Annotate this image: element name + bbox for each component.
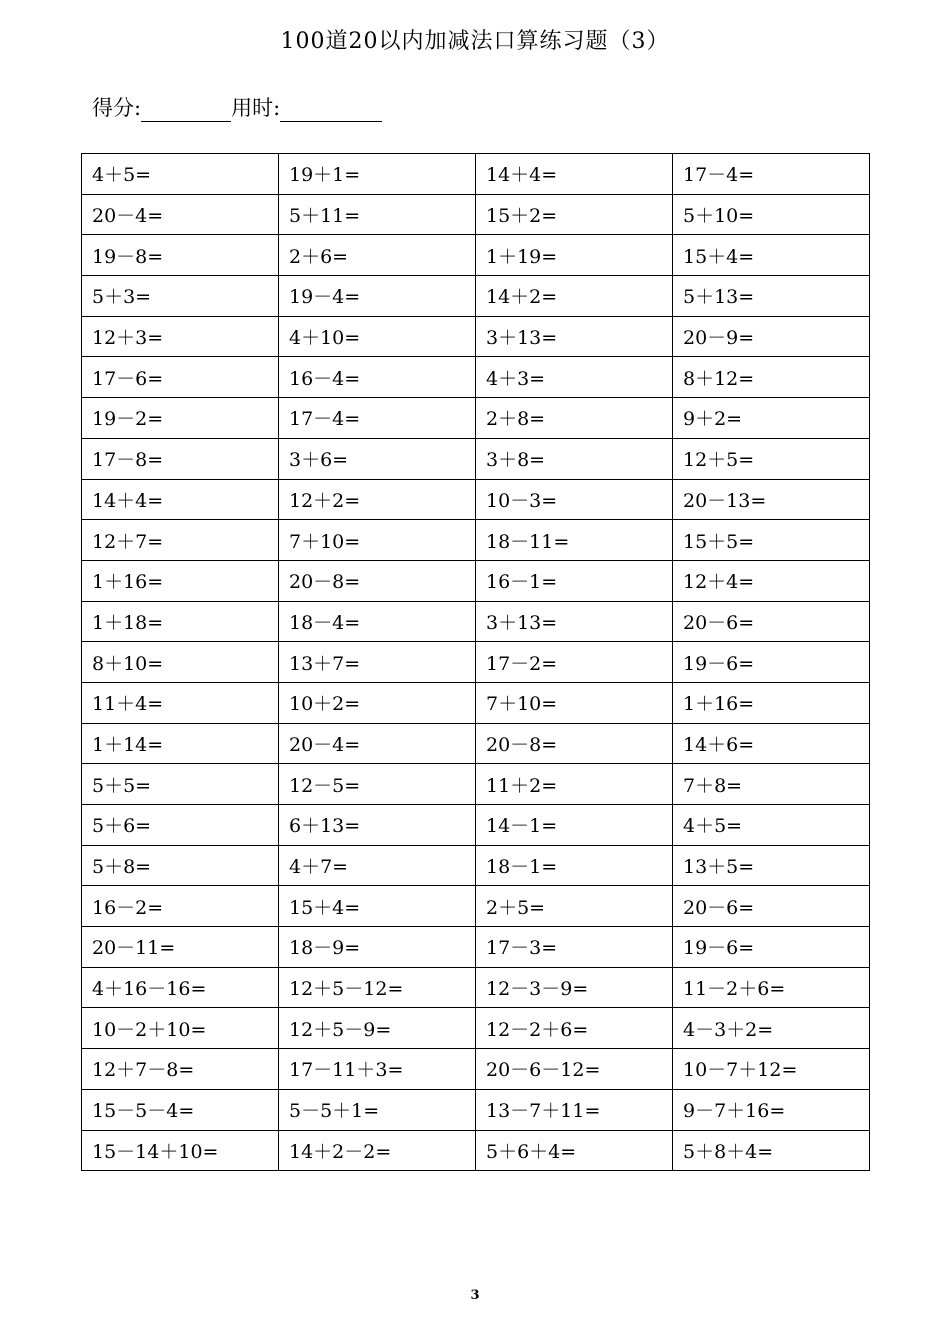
problem-cell: 20－8= (279, 560, 476, 601)
page-title: 100道20以内加减法口算练习题（3） (280, 29, 670, 54)
problem-cell: 5＋8＋4= (673, 1130, 870, 1171)
problem-cell: 12＋5－12= (279, 967, 476, 1008)
problem-cell: 11＋4= (82, 682, 279, 723)
score-line (92, 92, 382, 122)
problem-cell: 15＋4= (279, 886, 476, 927)
problem-cell: 14＋4= (82, 479, 279, 520)
problem-cell: 19－8= (82, 235, 279, 276)
table-row (82, 520, 870, 561)
problem-cell: 13＋7= (279, 642, 476, 683)
problem-cell: 19－6= (673, 642, 870, 683)
table-row (82, 927, 870, 968)
problem-cell: 10－7＋12= (673, 1049, 870, 1090)
table-row (82, 194, 870, 235)
problem-cell: 12＋7= (82, 520, 279, 561)
table-row (82, 1130, 870, 1171)
problem-cell: 18－4= (279, 601, 476, 642)
problem-cell: 16－2= (82, 886, 279, 927)
problem-cell: 5＋6= (82, 805, 279, 846)
problem-cell: 16－1= (476, 560, 673, 601)
problem-cell: 20－4= (279, 723, 476, 764)
problem-cell: 1＋16= (82, 560, 279, 601)
problem-cell: 19＋1= (279, 154, 476, 195)
problem-cell: 17－3= (476, 927, 673, 968)
problem-cell: 2＋5= (476, 886, 673, 927)
problem-cell: 5＋11= (279, 194, 476, 235)
score-label: 得分: (92, 96, 142, 120)
table-row (82, 1049, 870, 1090)
problem-cell: 20－4= (82, 194, 279, 235)
problem-cell: 12＋3= (82, 316, 279, 357)
problem-cell: 1＋19= (476, 235, 673, 276)
problem-cell: 13＋5= (673, 845, 870, 886)
problem-cell: 8＋12= (673, 357, 870, 398)
table-row (82, 764, 870, 805)
table-row (82, 845, 870, 886)
problem-cell: 17－11＋3= (279, 1049, 476, 1090)
problem-cell: 18－9= (279, 927, 476, 968)
problem-cell: 12＋4= (673, 560, 870, 601)
problem-cell: 18－1= (476, 845, 673, 886)
problem-cell: 10－3= (476, 479, 673, 520)
problem-cell: 12＋5－9= (279, 1008, 476, 1049)
table-row (82, 357, 870, 398)
problem-cell: 4＋7= (279, 845, 476, 886)
problem-cell: 1＋14= (82, 723, 279, 764)
table-row (82, 235, 870, 276)
problem-cell: 4＋3= (476, 357, 673, 398)
problems-table-body (82, 154, 870, 1171)
problem-cell: 11－2＋6= (673, 967, 870, 1008)
problem-cell: 14＋2= (476, 276, 673, 317)
problem-cell: 3＋6= (279, 438, 476, 479)
problem-cell: 4＋16－16= (82, 967, 279, 1008)
time-label: 用时: (231, 96, 281, 120)
problem-cell: 20－6= (673, 601, 870, 642)
problem-cell: 15＋5= (673, 520, 870, 561)
problem-cell: 20－8= (476, 723, 673, 764)
problem-cell: 14－1= (476, 805, 673, 846)
problem-cell: 17－2= (476, 642, 673, 683)
table-row (82, 154, 870, 195)
problem-cell: 17－6= (82, 357, 279, 398)
problem-cell: 18－11= (476, 520, 673, 561)
problem-cell: 4－3＋2= (673, 1008, 870, 1049)
problem-cell: 20－13= (673, 479, 870, 520)
problem-cell: 12＋2= (279, 479, 476, 520)
problem-cell: 17－4= (279, 398, 476, 439)
problem-cell: 20－11= (82, 927, 279, 968)
problem-cell: 5＋3= (82, 276, 279, 317)
problem-cell: 20－6－12= (476, 1049, 673, 1090)
problem-cell: 4＋5= (673, 805, 870, 846)
page-number: 3 (470, 1288, 480, 1303)
problem-cell: 5－5＋1= (279, 1089, 476, 1130)
table-row (82, 560, 870, 601)
score-blank[interactable] (141, 95, 231, 122)
problem-cell: 12－5= (279, 764, 476, 805)
problem-cell: 17－4= (673, 154, 870, 195)
problem-cell: 15＋2= (476, 194, 673, 235)
problem-cell: 20－9= (673, 316, 870, 357)
table-row (82, 967, 870, 1008)
problem-cell: 2＋8= (476, 398, 673, 439)
table-row (82, 479, 870, 520)
problem-cell: 5＋13= (673, 276, 870, 317)
problem-cell: 5＋10= (673, 194, 870, 235)
table-row (82, 438, 870, 479)
problem-cell: 9＋2= (673, 398, 870, 439)
problem-cell: 19－4= (279, 276, 476, 317)
table-row (82, 805, 870, 846)
table-row (82, 723, 870, 764)
problem-cell: 15＋4= (673, 235, 870, 276)
problem-cell: 2＋6= (279, 235, 476, 276)
table-row (82, 1089, 870, 1130)
table-row (82, 642, 870, 683)
problem-cell: 20－6= (673, 886, 870, 927)
problem-cell: 4＋10= (279, 316, 476, 357)
problem-cell: 7＋8= (673, 764, 870, 805)
problem-cell: 12＋5= (673, 438, 870, 479)
problem-cell: 14＋4= (476, 154, 673, 195)
table-row (82, 316, 870, 357)
problem-cell: 4＋5= (82, 154, 279, 195)
problem-cell: 16－4= (279, 357, 476, 398)
problem-cell: 19－2= (82, 398, 279, 439)
problem-cell: 3＋8= (476, 438, 673, 479)
time-blank[interactable] (280, 95, 382, 122)
table-row (82, 1008, 870, 1049)
problem-cell: 7＋10= (279, 520, 476, 561)
problem-cell: 14＋6= (673, 723, 870, 764)
table-row (82, 398, 870, 439)
problem-cell: 15－14＋10= (82, 1130, 279, 1171)
problem-cell: 5＋8= (82, 845, 279, 886)
table-row (82, 601, 870, 642)
problem-cell: 1＋18= (82, 601, 279, 642)
problem-cell: 10－2＋10= (82, 1008, 279, 1049)
problem-cell: 9－7＋16= (673, 1089, 870, 1130)
problem-cell: 12－3－9= (476, 967, 673, 1008)
table-row (82, 886, 870, 927)
table-row (82, 276, 870, 317)
problem-cell: 12＋7－8= (82, 1049, 279, 1090)
problem-cell: 7＋10= (476, 682, 673, 723)
problem-cell: 3＋13= (476, 316, 673, 357)
problem-cell: 17－8= (82, 438, 279, 479)
problem-cell: 11＋2= (476, 764, 673, 805)
problem-cell: 6＋13= (279, 805, 476, 846)
problem-cell: 5＋6＋4= (476, 1130, 673, 1171)
problem-cell: 5＋5= (82, 764, 279, 805)
problem-cell: 14＋2－2= (279, 1130, 476, 1171)
problem-cell: 12－2＋6= (476, 1008, 673, 1049)
problem-cell: 1＋16= (673, 682, 870, 723)
problem-cell: 15－5－4= (82, 1089, 279, 1130)
problem-cell: 13－7＋11= (476, 1089, 673, 1130)
problem-cell: 10＋2= (279, 682, 476, 723)
problem-cell: 19－6= (673, 927, 870, 968)
problem-cell: 8＋10= (82, 642, 279, 683)
arithmetic-problems-table (81, 153, 870, 1171)
table-row (82, 682, 870, 723)
problem-cell: 3＋13= (476, 601, 673, 642)
